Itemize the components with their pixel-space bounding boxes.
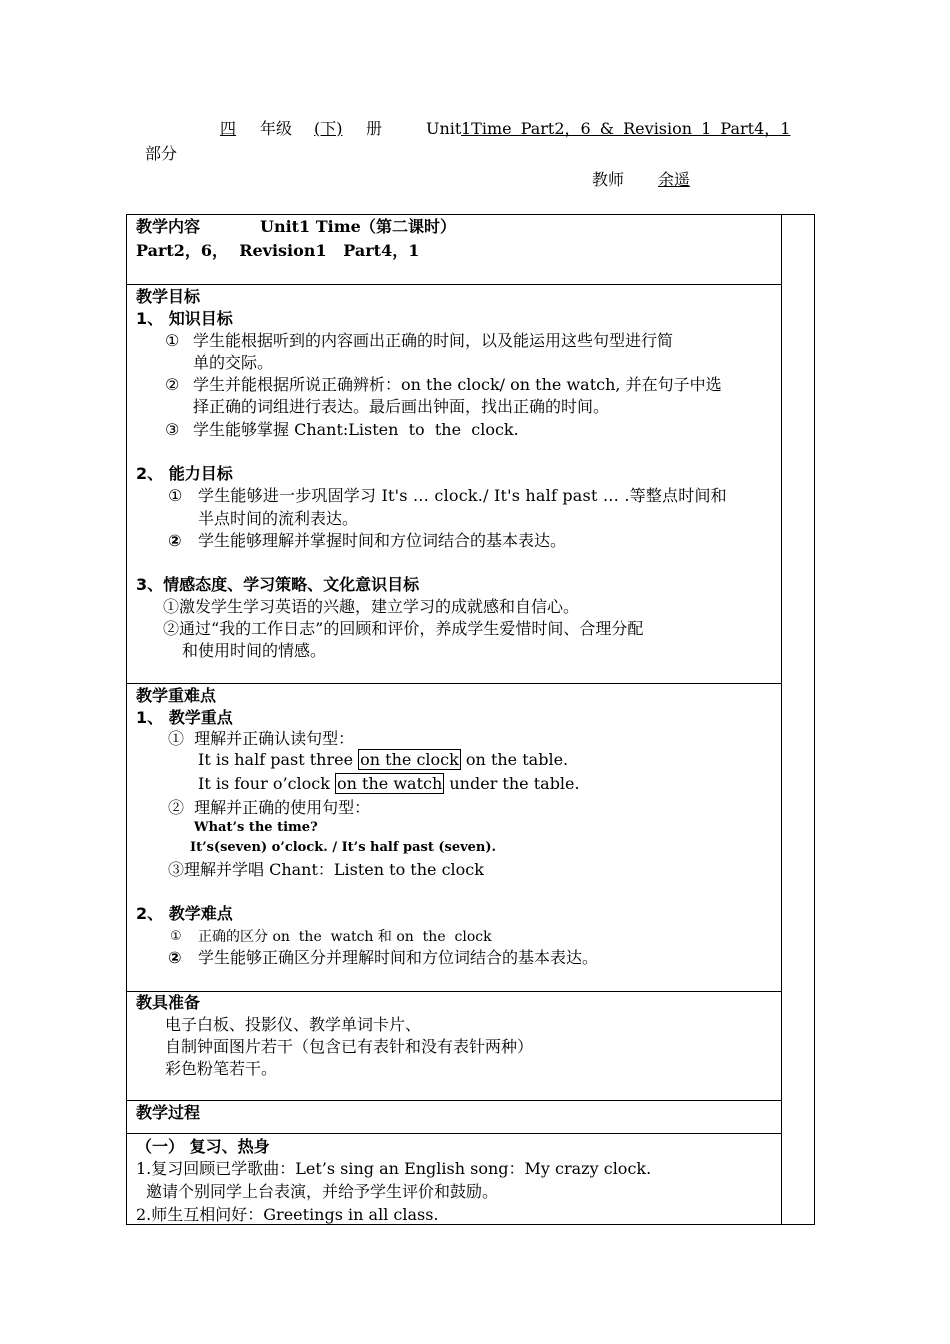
sentence-text: on the table. [465, 750, 569, 769]
goal-number: ③ [165, 420, 180, 439]
focus-item: ② 理解并正确的使用句型： [168, 798, 371, 817]
focus-item: ③理解并学唱 Chant：Listen to the clock [168, 860, 484, 879]
table-divider [126, 284, 782, 285]
example-sentence [198, 752, 568, 768]
process-title: 教学过程 [136, 1103, 201, 1122]
process-line: 2.师生互相问好：Greetings in all class. [136, 1205, 439, 1224]
process-line: 邀请个别同学上台表演，并给予学生评价和鼓励。 [146, 1182, 499, 1201]
content-label: 教学内容 [136, 217, 201, 236]
difficulty-number: ② [168, 948, 182, 967]
difficulty-text: 学生能够正确区分并理解时间和方位词结合的基本表达。 [198, 948, 599, 967]
content-unit: Unit1 Time [260, 217, 361, 236]
process-line: 1.复习回顾已学歌曲：Let’s sing an English song：My crazy clock. [136, 1159, 652, 1178]
goal-text: 学生能够掌握 Chant:Listen to the clock. [193, 420, 519, 439]
grade-label: 年级 [260, 119, 293, 138]
table-divider [126, 1133, 782, 1134]
goal-number: ② [165, 375, 180, 394]
sentence-boxed-phrase: on the clock [360, 750, 459, 769]
sentence-text: It is four o’clock [198, 774, 330, 793]
sentence-boxed-phrase: on the watch [337, 774, 443, 793]
unit-prefix: Unit [426, 119, 462, 138]
teacher-label: 教师 [592, 170, 625, 189]
part-label: 部分 [145, 144, 178, 163]
pattern-question: What’s the time? [194, 820, 318, 835]
difficulty-title: 2、 教学难点 [136, 904, 233, 923]
content-lesson: （第二课时） [360, 217, 457, 236]
difficulty-number: ① [170, 929, 182, 944]
difficulty-text: 正确的区分 on the watch 和 on the clock [198, 929, 492, 945]
goal-text: 择正确的词组进行表达。最后画出钟面，找出正确的时间。 [193, 397, 610, 416]
goal-text: ①激发学生学习英语的兴趣，建立学习的成就感和自信心。 [163, 597, 580, 616]
goal-text: 学生能够理解并掌握时间和方位词结合的基本表达。 [198, 531, 567, 550]
table-divider [126, 1100, 782, 1101]
goals-title: 教学目标 [136, 287, 201, 306]
attitude-title: 3、情感态度、学习策略、文化意识目标 [136, 575, 420, 594]
tools-title: 教具准备 [136, 993, 201, 1012]
focus-title: 1、 教学重点 [136, 708, 233, 727]
goal-text: 和使用时间的情感。 [182, 641, 327, 660]
goal-number: ① [168, 486, 183, 505]
teacher-name: 余遥 [658, 170, 691, 189]
step-title: （一） 复习、热身 [136, 1137, 270, 1156]
table-column-divider [781, 214, 782, 1225]
focus-item: ① 理解并正确认读句型： [168, 729, 355, 748]
tools-item: 自制钟面图片若干（包含已有表针和没有表针两种） [165, 1037, 534, 1056]
knowledge-title: 1、 知识目标 [136, 309, 233, 328]
table-border-right [814, 214, 815, 1225]
sentence-text: under the table. [449, 774, 580, 793]
unit-text: 1Time Part2，6 & Revision 1 Part4，1 [461, 119, 791, 138]
content-parts: Part2，6， Revision1 Part4，1 [136, 241, 420, 260]
tools-item: 电子白板、投影仪、教学单词卡片、 [165, 1015, 422, 1034]
grade-value: 四 [220, 119, 237, 138]
keypoints-title: 教学重难点 [136, 686, 217, 705]
table-border-left [126, 214, 127, 1225]
table-border-bottom [126, 1224, 815, 1225]
goal-text: ②通过“我的工作日志”的回顾和评价，养成学生爱惜时间、合理分配 [163, 619, 644, 638]
term-value: (下) [314, 119, 343, 138]
goal-text: 单的交际。 [193, 353, 274, 372]
goal-text: 学生并能根据所说正确辨析：on the clock/ on the watch, 并在句子中选 [193, 375, 722, 394]
tools-item: 彩色粉笔若干。 [165, 1059, 278, 1078]
goal-text: 学生能根据听到的内容画出正确的时间，以及能运用这些句型进行简 [193, 331, 674, 350]
goal-text: 学生能够进一步巩固学习 It's … clock./ It's half past … .等整点时间和 [198, 486, 727, 505]
example-sentence [198, 776, 580, 792]
ability-title: 2、 能力目标 [136, 464, 233, 483]
sentence-text: It is half past three [198, 750, 354, 769]
pattern-answer: It’s(seven) o’clock. / It’s half past (seven). [190, 840, 497, 855]
goal-text: 半点时间的流利表达。 [198, 509, 359, 528]
table-divider [126, 991, 782, 992]
goal-number: ① [165, 331, 180, 350]
table-border-top [126, 214, 815, 215]
book-label: 册 [366, 119, 383, 138]
goal-number: ② [168, 531, 182, 550]
table-divider [126, 683, 782, 684]
